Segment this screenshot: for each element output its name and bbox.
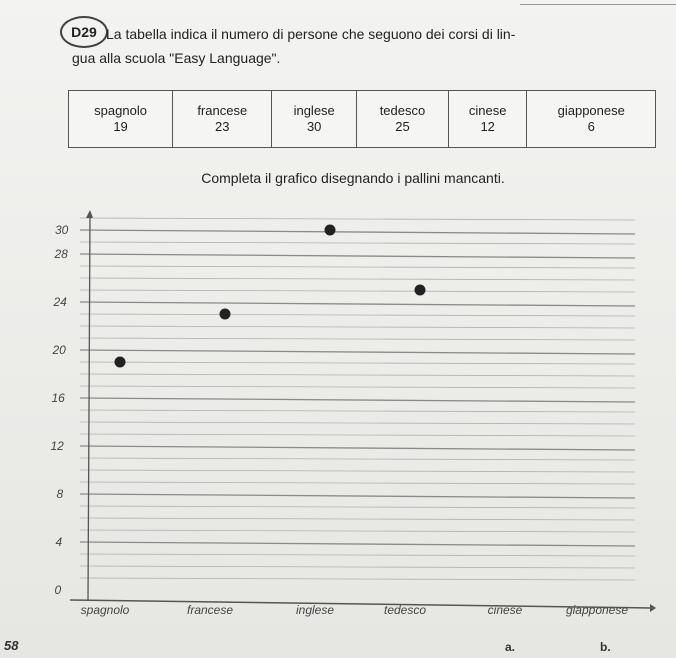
- y-tick-label: 12: [50, 439, 64, 453]
- y-tick-label: 24: [53, 295, 67, 309]
- course-table: [68, 90, 656, 148]
- table-cell-tedesco: [357, 91, 449, 148]
- minor-grid-line: [80, 386, 635, 388]
- y-tick-label: 28: [54, 247, 68, 261]
- label-b[interactable]: b.: [600, 640, 611, 654]
- minor-grid-line: [80, 566, 635, 568]
- x-axis-arrow: [650, 604, 656, 612]
- x-axis: [70, 600, 650, 608]
- exercise-text-line2: gua alla scuola "Easy Language".: [72, 50, 281, 66]
- x-category-label: spagnolo: [80, 603, 130, 617]
- minor-grid-line: [80, 434, 635, 436]
- data-dot: [220, 309, 231, 320]
- exercise-number: D29: [60, 16, 108, 48]
- table-header: tedesco: [379, 103, 426, 118]
- major-grid-line: [80, 254, 635, 258]
- table-header: francese: [197, 103, 248, 118]
- minor-grid-line: [80, 266, 635, 268]
- table-header: spagnolo: [94, 103, 147, 118]
- x-category-labels: [81, 603, 629, 617]
- table-header: giapponese: [557, 103, 625, 118]
- minor-grid-line: [80, 326, 635, 328]
- table-cell-cinese: [448, 91, 527, 148]
- major-grid-line: [80, 542, 635, 546]
- minor-grid-line: [80, 218, 635, 220]
- minor-grid-line: [80, 410, 635, 412]
- page-number: 58: [4, 638, 19, 653]
- table-row: [69, 91, 656, 148]
- major-grid-line: [80, 350, 635, 354]
- minor-grid-line: [80, 470, 635, 472]
- grid-layer: [80, 218, 635, 580]
- minor-grid-line: [80, 578, 635, 580]
- x-category-label: tedesco: [383, 603, 427, 617]
- y-tick-label: 8: [56, 487, 64, 501]
- minor-grid-line: [80, 290, 635, 292]
- table-cell-spagnolo: [69, 91, 173, 148]
- data-dots: [115, 225, 426, 368]
- minor-grid-line: [80, 314, 635, 316]
- table-value: 23: [215, 119, 230, 134]
- table-header: cinese: [468, 103, 507, 118]
- x-category-label: inglese: [295, 603, 335, 617]
- exercise-text-line1: La tabella indica il numero di persone che seguono dei corsi di lin-: [106, 26, 516, 42]
- x-category-label: giapponese: [565, 603, 629, 617]
- minor-grid-line: [80, 242, 635, 244]
- minor-grid-line: [80, 518, 635, 520]
- major-grid-line: [80, 446, 635, 450]
- table-value: 30: [306, 119, 322, 134]
- minor-grid-line: [80, 338, 635, 340]
- minor-grid-line: [80, 278, 635, 280]
- y-axis-arrow: [86, 210, 93, 218]
- table-header: inglese: [293, 103, 335, 118]
- minor-grid-line: [80, 458, 635, 460]
- minor-grid-line: [80, 422, 635, 424]
- minor-grid-line: [80, 530, 635, 532]
- table-cell-francese: [173, 91, 272, 148]
- table-value: 25: [395, 119, 410, 134]
- y-tick-label: 20: [52, 343, 66, 357]
- label-a[interactable]: a.: [505, 640, 516, 654]
- table-cell-giapponese: [527, 91, 656, 148]
- major-grid-line: [80, 230, 635, 234]
- x-category-label: francese: [186, 603, 234, 617]
- major-grid-line: [80, 494, 635, 498]
- minor-grid-line: [80, 362, 635, 364]
- table-cell-inglese: [272, 91, 357, 148]
- minor-grid-line: [80, 554, 635, 556]
- dot-chart: [0, 190, 676, 630]
- table-value: 12: [480, 119, 495, 134]
- instruction-text: Completa il grafico disegnando i pallini mancanti.: [201, 170, 505, 186]
- data-dot: [415, 285, 426, 296]
- x-category-label: cinese: [487, 603, 523, 617]
- minor-grid-line: [80, 374, 635, 376]
- data-dot: [115, 357, 126, 368]
- minor-grid-line: [80, 506, 635, 508]
- top-rule: [520, 4, 676, 5]
- y-tick-label: 4: [55, 535, 63, 549]
- major-grid-line: [80, 302, 635, 306]
- table-value: 6: [587, 119, 595, 134]
- major-grid-line: [80, 398, 635, 402]
- y-tick-label: 16: [51, 391, 65, 405]
- minor-grid-line: [80, 482, 635, 484]
- table-value: 19: [113, 119, 128, 134]
- y-tick-label: 30: [55, 223, 69, 237]
- y-tick-labels: [51, 223, 69, 597]
- y-tick-label: 0: [54, 583, 62, 597]
- data-dot: [325, 225, 336, 236]
